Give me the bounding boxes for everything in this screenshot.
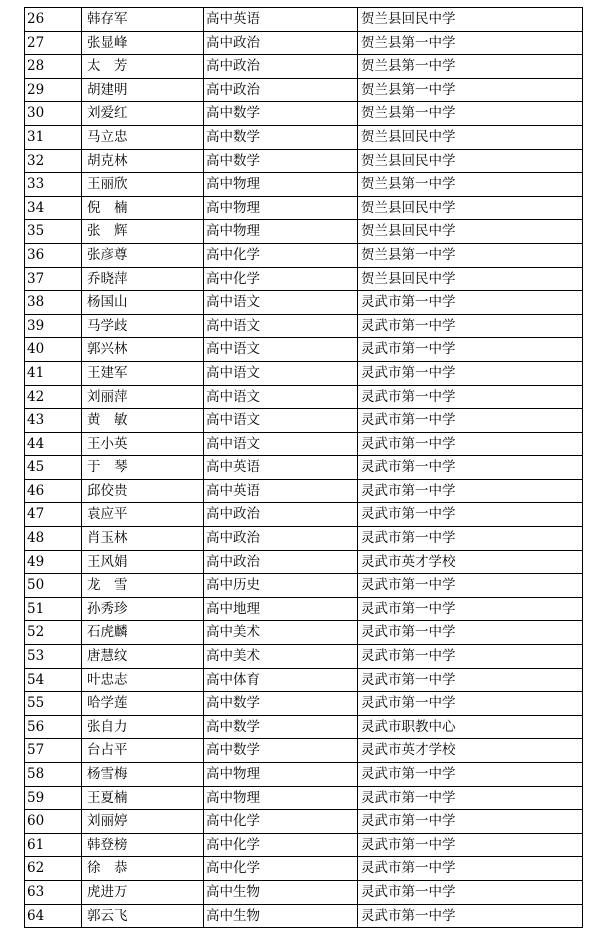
school-cell: 灵武市第一中学 (358, 786, 583, 810)
row-number-cell: 45 (25, 456, 82, 480)
teacher-name-cell: 杨国山 (82, 291, 204, 315)
teacher-name-cell: 于 琴 (82, 456, 204, 480)
teacher-name-cell: 唐慧纹 (82, 645, 204, 669)
teacher-name-cell: 刘丽萍 (82, 385, 204, 409)
teacher-name-cell: 哈学莲 (82, 692, 204, 716)
row-number-cell: 40 (25, 338, 82, 362)
teacher-name-cell: 徐 恭 (82, 857, 204, 881)
teacher-name-cell: 叶忠志 (82, 668, 204, 692)
teacher-name-cell: 孙秀珍 (82, 597, 204, 621)
school-cell: 灵武市第一中学 (358, 574, 583, 598)
row-number-cell: 52 (25, 621, 82, 645)
row-number-cell: 46 (25, 479, 82, 503)
school-cell: 灵武市第一中学 (358, 833, 583, 857)
row-number-cell: 34 (25, 196, 82, 220)
table-row (25, 8, 583, 32)
school-cell: 贺兰县第一中学 (358, 102, 583, 126)
table-row (25, 456, 583, 480)
row-number-cell: 62 (25, 857, 82, 881)
school-cell: 灵武市第一中学 (358, 338, 583, 362)
subject-cell: 高中政治 (204, 78, 358, 102)
row-number-cell: 43 (25, 409, 82, 433)
table-row (25, 243, 583, 267)
subject-cell: 高中物理 (204, 786, 358, 810)
teacher-name-cell: 马学歧 (82, 314, 204, 338)
row-number-cell: 41 (25, 361, 82, 385)
subject-cell: 高中生物 (204, 904, 358, 928)
teacher-name-cell: 韩登榜 (82, 833, 204, 857)
subject-cell: 高中化学 (204, 810, 358, 834)
row-number-cell: 54 (25, 668, 82, 692)
teacher-name-cell: 肖玉林 (82, 527, 204, 551)
subject-cell: 高中政治 (204, 550, 358, 574)
school-cell: 贺兰县第一中学 (358, 78, 583, 102)
table-row (25, 904, 583, 928)
row-number-cell: 28 (25, 55, 82, 79)
teacher-name-cell: 王建军 (82, 361, 204, 385)
table-row (25, 125, 583, 149)
school-cell: 贺兰县回民中学 (358, 8, 583, 32)
school-cell: 贺兰县回民中学 (358, 125, 583, 149)
row-number-cell: 64 (25, 904, 82, 928)
teacher-name-cell: 马立忠 (82, 125, 204, 149)
subject-cell: 高中语文 (204, 385, 358, 409)
row-number-cell: 50 (25, 574, 82, 598)
table-row (25, 763, 583, 787)
school-cell: 灵武市第一中学 (358, 314, 583, 338)
row-number-cell: 42 (25, 385, 82, 409)
row-number-cell: 38 (25, 291, 82, 315)
subject-cell: 高中语文 (204, 291, 358, 315)
subject-cell: 高中化学 (204, 267, 358, 291)
row-number-cell: 63 (25, 880, 82, 904)
school-cell: 灵武市第一中学 (358, 857, 583, 881)
table-row (25, 361, 583, 385)
table-row (25, 314, 583, 338)
subject-cell: 高中语文 (204, 409, 358, 433)
table-row (25, 338, 583, 362)
subject-cell: 高中历史 (204, 574, 358, 598)
row-number-cell: 35 (25, 220, 82, 244)
table-row (25, 810, 583, 834)
table-row (25, 880, 583, 904)
row-number-cell: 59 (25, 786, 82, 810)
subject-cell: 高中物理 (204, 220, 358, 244)
subject-cell: 高中数学 (204, 149, 358, 173)
subject-cell: 高中英语 (204, 479, 358, 503)
table-row (25, 621, 583, 645)
subject-cell: 高中美术 (204, 621, 358, 645)
table-row (25, 550, 583, 574)
subject-cell: 高中物理 (204, 196, 358, 220)
subject-cell: 高中语文 (204, 314, 358, 338)
subject-cell: 高中政治 (204, 55, 358, 79)
table-row (25, 385, 583, 409)
subject-cell: 高中数学 (204, 739, 358, 763)
table-row (25, 409, 583, 433)
row-number-cell: 61 (25, 833, 82, 857)
subject-cell: 高中物理 (204, 173, 358, 197)
table-row (25, 645, 583, 669)
teacher-name-cell: 虎进万 (82, 880, 204, 904)
row-number-cell: 47 (25, 503, 82, 527)
teacher-name-cell: 台占平 (82, 739, 204, 763)
school-cell: 贺兰县回民中学 (358, 267, 583, 291)
row-number-cell: 27 (25, 31, 82, 55)
subject-cell: 高中数学 (204, 102, 358, 126)
teacher-name-cell: 张 辉 (82, 220, 204, 244)
subject-cell: 高中生物 (204, 880, 358, 904)
row-number-cell: 44 (25, 432, 82, 456)
school-cell: 灵武市职教中心 (358, 715, 583, 739)
subject-cell: 高中数学 (204, 125, 358, 149)
school-cell: 灵武市第一中学 (358, 880, 583, 904)
school-cell: 灵武市第一中学 (358, 409, 583, 433)
teacher-name-cell: 郭兴林 (82, 338, 204, 362)
school-cell: 贺兰县回民中学 (358, 220, 583, 244)
school-cell: 灵武市第一中学 (358, 432, 583, 456)
subject-cell: 高中化学 (204, 833, 358, 857)
teacher-name-cell: 龙 雪 (82, 574, 204, 598)
teacher-name-cell: 刘丽婷 (82, 810, 204, 834)
school-cell: 贺兰县第一中学 (358, 243, 583, 267)
subject-cell: 高中物理 (204, 763, 358, 787)
table-row (25, 432, 583, 456)
teacher-name-cell: 杨雪梅 (82, 763, 204, 787)
table-row (25, 220, 583, 244)
school-cell: 灵武市英才学校 (358, 739, 583, 763)
teacher-name-cell: 胡建明 (82, 78, 204, 102)
subject-cell: 高中数学 (204, 715, 358, 739)
teacher-name-cell: 郭云飞 (82, 904, 204, 928)
row-number-cell: 36 (25, 243, 82, 267)
school-cell: 灵武市第一中学 (358, 291, 583, 315)
table-row (25, 149, 583, 173)
subject-cell: 高中化学 (204, 857, 358, 881)
teacher-name-cell: 黄 敏 (82, 409, 204, 433)
table-row (25, 597, 583, 621)
subject-cell: 高中数学 (204, 692, 358, 716)
school-cell: 灵武市第一中学 (358, 527, 583, 551)
table-row (25, 857, 583, 881)
teacher-name-cell: 王小英 (82, 432, 204, 456)
school-cell: 灵武市第一中学 (358, 645, 583, 669)
school-cell: 灵武市第一中学 (358, 503, 583, 527)
row-number-cell: 57 (25, 739, 82, 763)
school-cell: 灵武市第一中学 (358, 456, 583, 480)
row-number-cell: 58 (25, 763, 82, 787)
teacher-name-cell: 太 芳 (82, 55, 204, 79)
teacher-name-cell: 王风娟 (82, 550, 204, 574)
subject-cell: 高中英语 (204, 456, 358, 480)
subject-cell: 高中政治 (204, 31, 358, 55)
teacher-name-cell: 乔晓萍 (82, 267, 204, 291)
school-cell: 灵武市第一中学 (358, 763, 583, 787)
row-number-cell: 55 (25, 692, 82, 716)
row-number-cell: 53 (25, 645, 82, 669)
row-number-cell: 33 (25, 173, 82, 197)
teacher-name-cell: 刘爱红 (82, 102, 204, 126)
school-cell: 灵武市第一中学 (358, 904, 583, 928)
table-row (25, 668, 583, 692)
row-number-cell: 49 (25, 550, 82, 574)
row-number-cell: 29 (25, 78, 82, 102)
school-cell: 灵武市第一中学 (358, 668, 583, 692)
table-row (25, 78, 583, 102)
row-number-cell: 31 (25, 125, 82, 149)
table-row (25, 55, 583, 79)
school-cell: 灵武市第一中学 (358, 597, 583, 621)
school-cell: 贺兰县第一中学 (358, 173, 583, 197)
row-number-cell: 39 (25, 314, 82, 338)
subject-cell: 高中英语 (204, 8, 358, 32)
row-number-cell: 56 (25, 715, 82, 739)
table-row (25, 574, 583, 598)
teacher-name-cell: 王夏楠 (82, 786, 204, 810)
table-row (25, 739, 583, 763)
school-cell: 贺兰县第一中学 (358, 31, 583, 55)
school-cell: 灵武市第一中学 (358, 361, 583, 385)
subject-cell: 高中体育 (204, 668, 358, 692)
teacher-list-body (25, 8, 583, 928)
teacher-name-cell: 张彦尊 (82, 243, 204, 267)
school-cell: 灵武市第一中学 (358, 479, 583, 503)
teacher-list-table (24, 7, 583, 928)
subject-cell: 高中化学 (204, 243, 358, 267)
table-row (25, 291, 583, 315)
subject-cell: 高中语文 (204, 432, 358, 456)
row-number-cell: 48 (25, 527, 82, 551)
table-row (25, 196, 583, 220)
teacher-name-cell: 韩存军 (82, 8, 204, 32)
teacher-name-cell: 邱佼贵 (82, 479, 204, 503)
table-row (25, 833, 583, 857)
school-cell: 灵武市第一中学 (358, 621, 583, 645)
teacher-name-cell: 胡克林 (82, 149, 204, 173)
row-number-cell: 51 (25, 597, 82, 621)
table-row (25, 503, 583, 527)
school-cell: 灵武市第一中学 (358, 385, 583, 409)
table-row (25, 267, 583, 291)
table-row (25, 786, 583, 810)
table-row (25, 692, 583, 716)
row-number-cell: 32 (25, 149, 82, 173)
table-row (25, 31, 583, 55)
teacher-name-cell: 张显峰 (82, 31, 204, 55)
teacher-name-cell: 倪 楠 (82, 196, 204, 220)
table-row (25, 102, 583, 126)
subject-cell: 高中政治 (204, 503, 358, 527)
row-number-cell: 26 (25, 8, 82, 32)
teacher-name-cell: 王丽欣 (82, 173, 204, 197)
table-row (25, 527, 583, 551)
school-cell: 灵武市英才学校 (358, 550, 583, 574)
school-cell: 灵武市第一中学 (358, 810, 583, 834)
subject-cell: 高中美术 (204, 645, 358, 669)
table-row (25, 479, 583, 503)
table-row (25, 715, 583, 739)
subject-cell: 高中政治 (204, 527, 358, 551)
subject-cell: 高中语文 (204, 361, 358, 385)
school-cell: 贺兰县回民中学 (358, 149, 583, 173)
teacher-name-cell: 袁应平 (82, 503, 204, 527)
table-row (25, 173, 583, 197)
school-cell: 贺兰县第一中学 (358, 55, 583, 79)
subject-cell: 高中语文 (204, 338, 358, 362)
row-number-cell: 60 (25, 810, 82, 834)
row-number-cell: 30 (25, 102, 82, 126)
teacher-name-cell: 石虎麟 (82, 621, 204, 645)
school-cell: 灵武市第一中学 (358, 692, 583, 716)
subject-cell: 高中地理 (204, 597, 358, 621)
row-number-cell: 37 (25, 267, 82, 291)
teacher-name-cell: 张自力 (82, 715, 204, 739)
school-cell: 贺兰县回民中学 (358, 196, 583, 220)
